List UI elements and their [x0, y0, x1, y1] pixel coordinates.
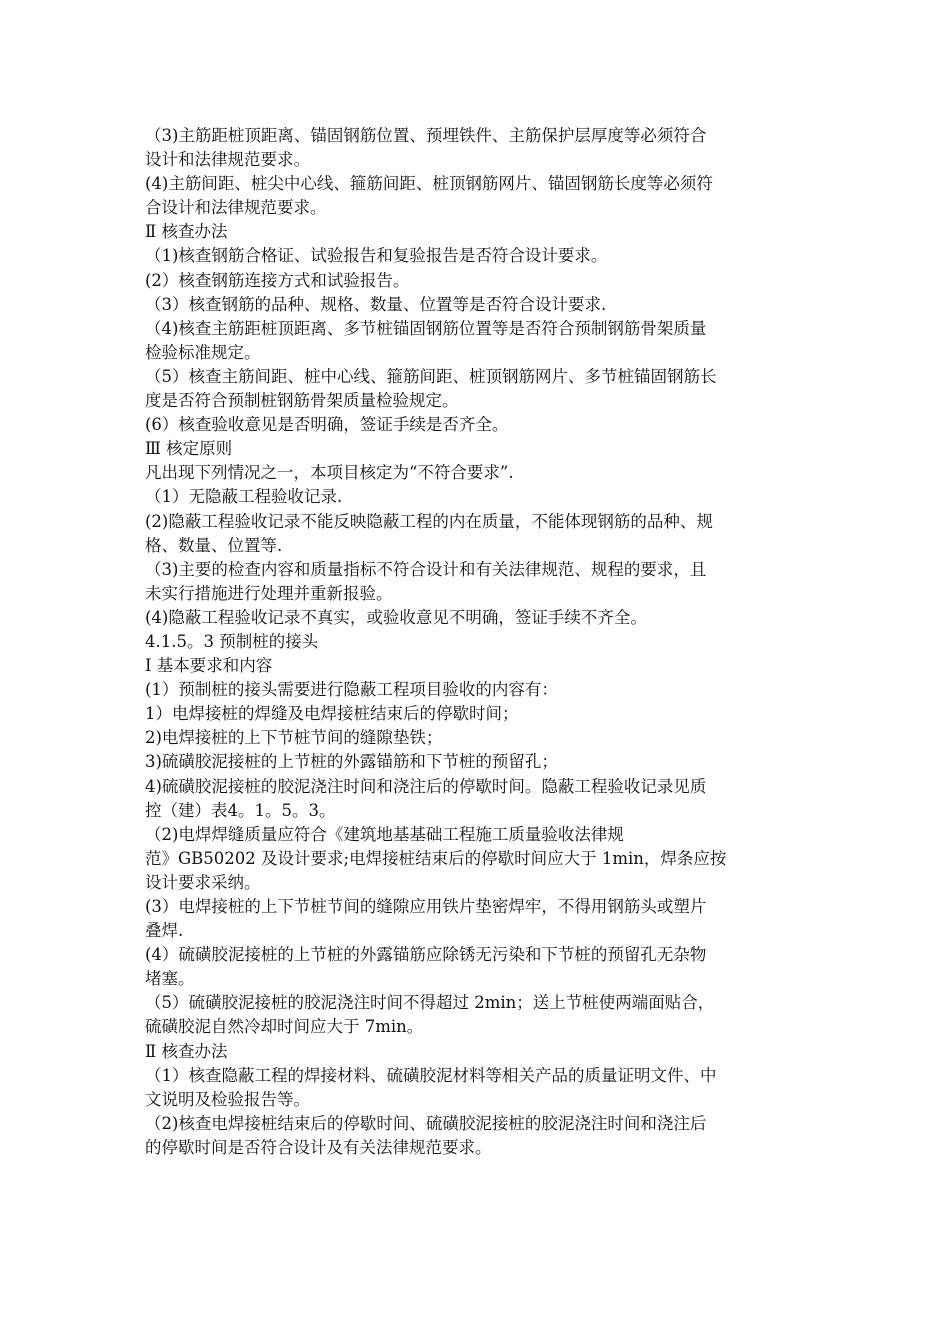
text-line: 4)硫磺胶泥接桩的胶泥浇注时间和浇注后的停歇时间。隐蔽工程验收记录见质 — [145, 776, 707, 796]
text-line: （2)电焊焊缝质量应符合《建筑地基基础工程施工质量验收法律规 — [145, 824, 624, 844]
text-line: 度是否符合预制桩钢筋骨架质量检验规定。 — [145, 391, 459, 411]
text-line: （3）核查钢筋的品种、规格、数量、位置等是否符合设计要求. — [145, 294, 607, 314]
text-line: (3）电焊接桩的上下节桩节间的缝隙应用铁片垫密焊牢，不得用钢筋头或塑片 — [145, 897, 707, 916]
text-line: 硫磺胶泥自然冷却时间应大于 7min。 — [145, 1017, 424, 1037]
text-line: 设计和法律规范要求。 — [145, 150, 310, 170]
text-line: (4)隐蔽工程验收记录不真实，或验收意见不明确，签证手续不齐全。 — [145, 607, 647, 627]
text-line: (1）预制桩的接头需要进行隐蔽工程项目验收的内容有： — [145, 680, 558, 700]
text-line: (4)主筋间距、桩尖中心线、箍筋间距、桩顶钢筋网片、锚固钢筋长度等必须符 — [145, 174, 713, 194]
text-line: 1）电焊接桩的焊缝及电焊接桩结束后的停歇时间； — [145, 704, 519, 724]
text-line: 3)硫磺胶泥接桩的上节桩的外露锚筋和下节桩的预留孔； — [145, 752, 558, 772]
section-heading: 4.1.5。3 预制桩的接头 — [145, 631, 319, 651]
section-heading: Ⅰ 基本要求和内容 — [145, 656, 273, 676]
text-line: （5）硫磺胶泥接桩的胶泥浇注时间不得超过 2min；送上节桩使两端面贴合， — [145, 993, 715, 1013]
text-line: 2)电焊接桩的上下节桩节间的缝隙垫铁； — [145, 728, 443, 748]
text-line: 格、数量、位置等. — [145, 535, 283, 555]
text-line: （3)主筋距桩顶距离、锚固钢筋位置、预埋铁件、主筋保护层厚度等必须符合 — [145, 126, 707, 145]
text-line: (6）核查验收意见是否明确，签证手续是否齐全。 — [145, 415, 509, 435]
section-heading: Ⅱ 核查办法 — [145, 1041, 228, 1061]
text-line: (4）硫磺胶泥接桩的上节桩的外露锚筋应除锈无污染和下节桩的预留孔无杂物 — [145, 945, 707, 965]
text-line: （3)主要的检查内容和质量指标不符合设计和有关法律规范、规程的要求，且 — [145, 559, 707, 579]
text-line: 堵塞。 — [145, 969, 195, 989]
text-line: （5）核查主筋间距、桩中心线、箍筋间距、桩顶钢筋网片、多节桩锚固钢筋长 — [145, 366, 717, 386]
text-line: 的停歇时间是否符合设计及有关法律规范要求。 — [145, 1137, 492, 1157]
text-line: 检验标准规定。 — [145, 342, 261, 362]
text-line: 合设计和法律规范要求。 — [145, 198, 327, 218]
text-line: （1）核查隐蔽工程的焊接材料、硫磺胶泥材料等相关产品的质量证明文件、中 — [145, 1065, 717, 1085]
text-line: 叠焊. — [145, 921, 184, 941]
text-line: （4)核查主筋距桩顶距离、多节桩锚固钢筋位置等是否符合预制钢筋骨架质量 — [145, 318, 707, 338]
text-line: 范》GB50202 及设计要求;电焊接桩结束后的停歇时间应大于 1min，焊条应按 — [145, 848, 727, 868]
text-line: （1）无隐蔽工程验收记录. — [145, 487, 343, 507]
text-line: 凡出现下列情况之一，本项目核定为“不符合要求”. — [145, 463, 514, 483]
text-line: 未实行措施进行处理并重新报验。 — [145, 583, 393, 603]
section-heading: Ⅲ 核定原则 — [145, 439, 233, 459]
text-line: （1)核查钢筋合格证、试验报告和复验报告是否符合设计要求。 — [145, 246, 608, 266]
text-line: 文说明及检验报告等。 — [145, 1089, 310, 1109]
text-line: （2)核查电焊接桩结束后的停歇时间、硫磺胶泥接桩的胶泥浇注时间和浇注后 — [145, 1113, 707, 1133]
section-heading: Ⅱ 核查办法 — [145, 222, 228, 242]
text-line: 设计要求采纳。 — [145, 872, 261, 892]
text-line: (2）核查钢筋连接方式和试验报告。 — [145, 270, 410, 290]
document-body — [145, 124, 805, 1160]
text-line: (2)隐蔽工程验收记录不能反映隐蔽工程的内在质量，不能体现钢筋的品种、规 — [145, 511, 713, 531]
text-line: 控（建）表4。1。5。3。 — [145, 800, 336, 820]
